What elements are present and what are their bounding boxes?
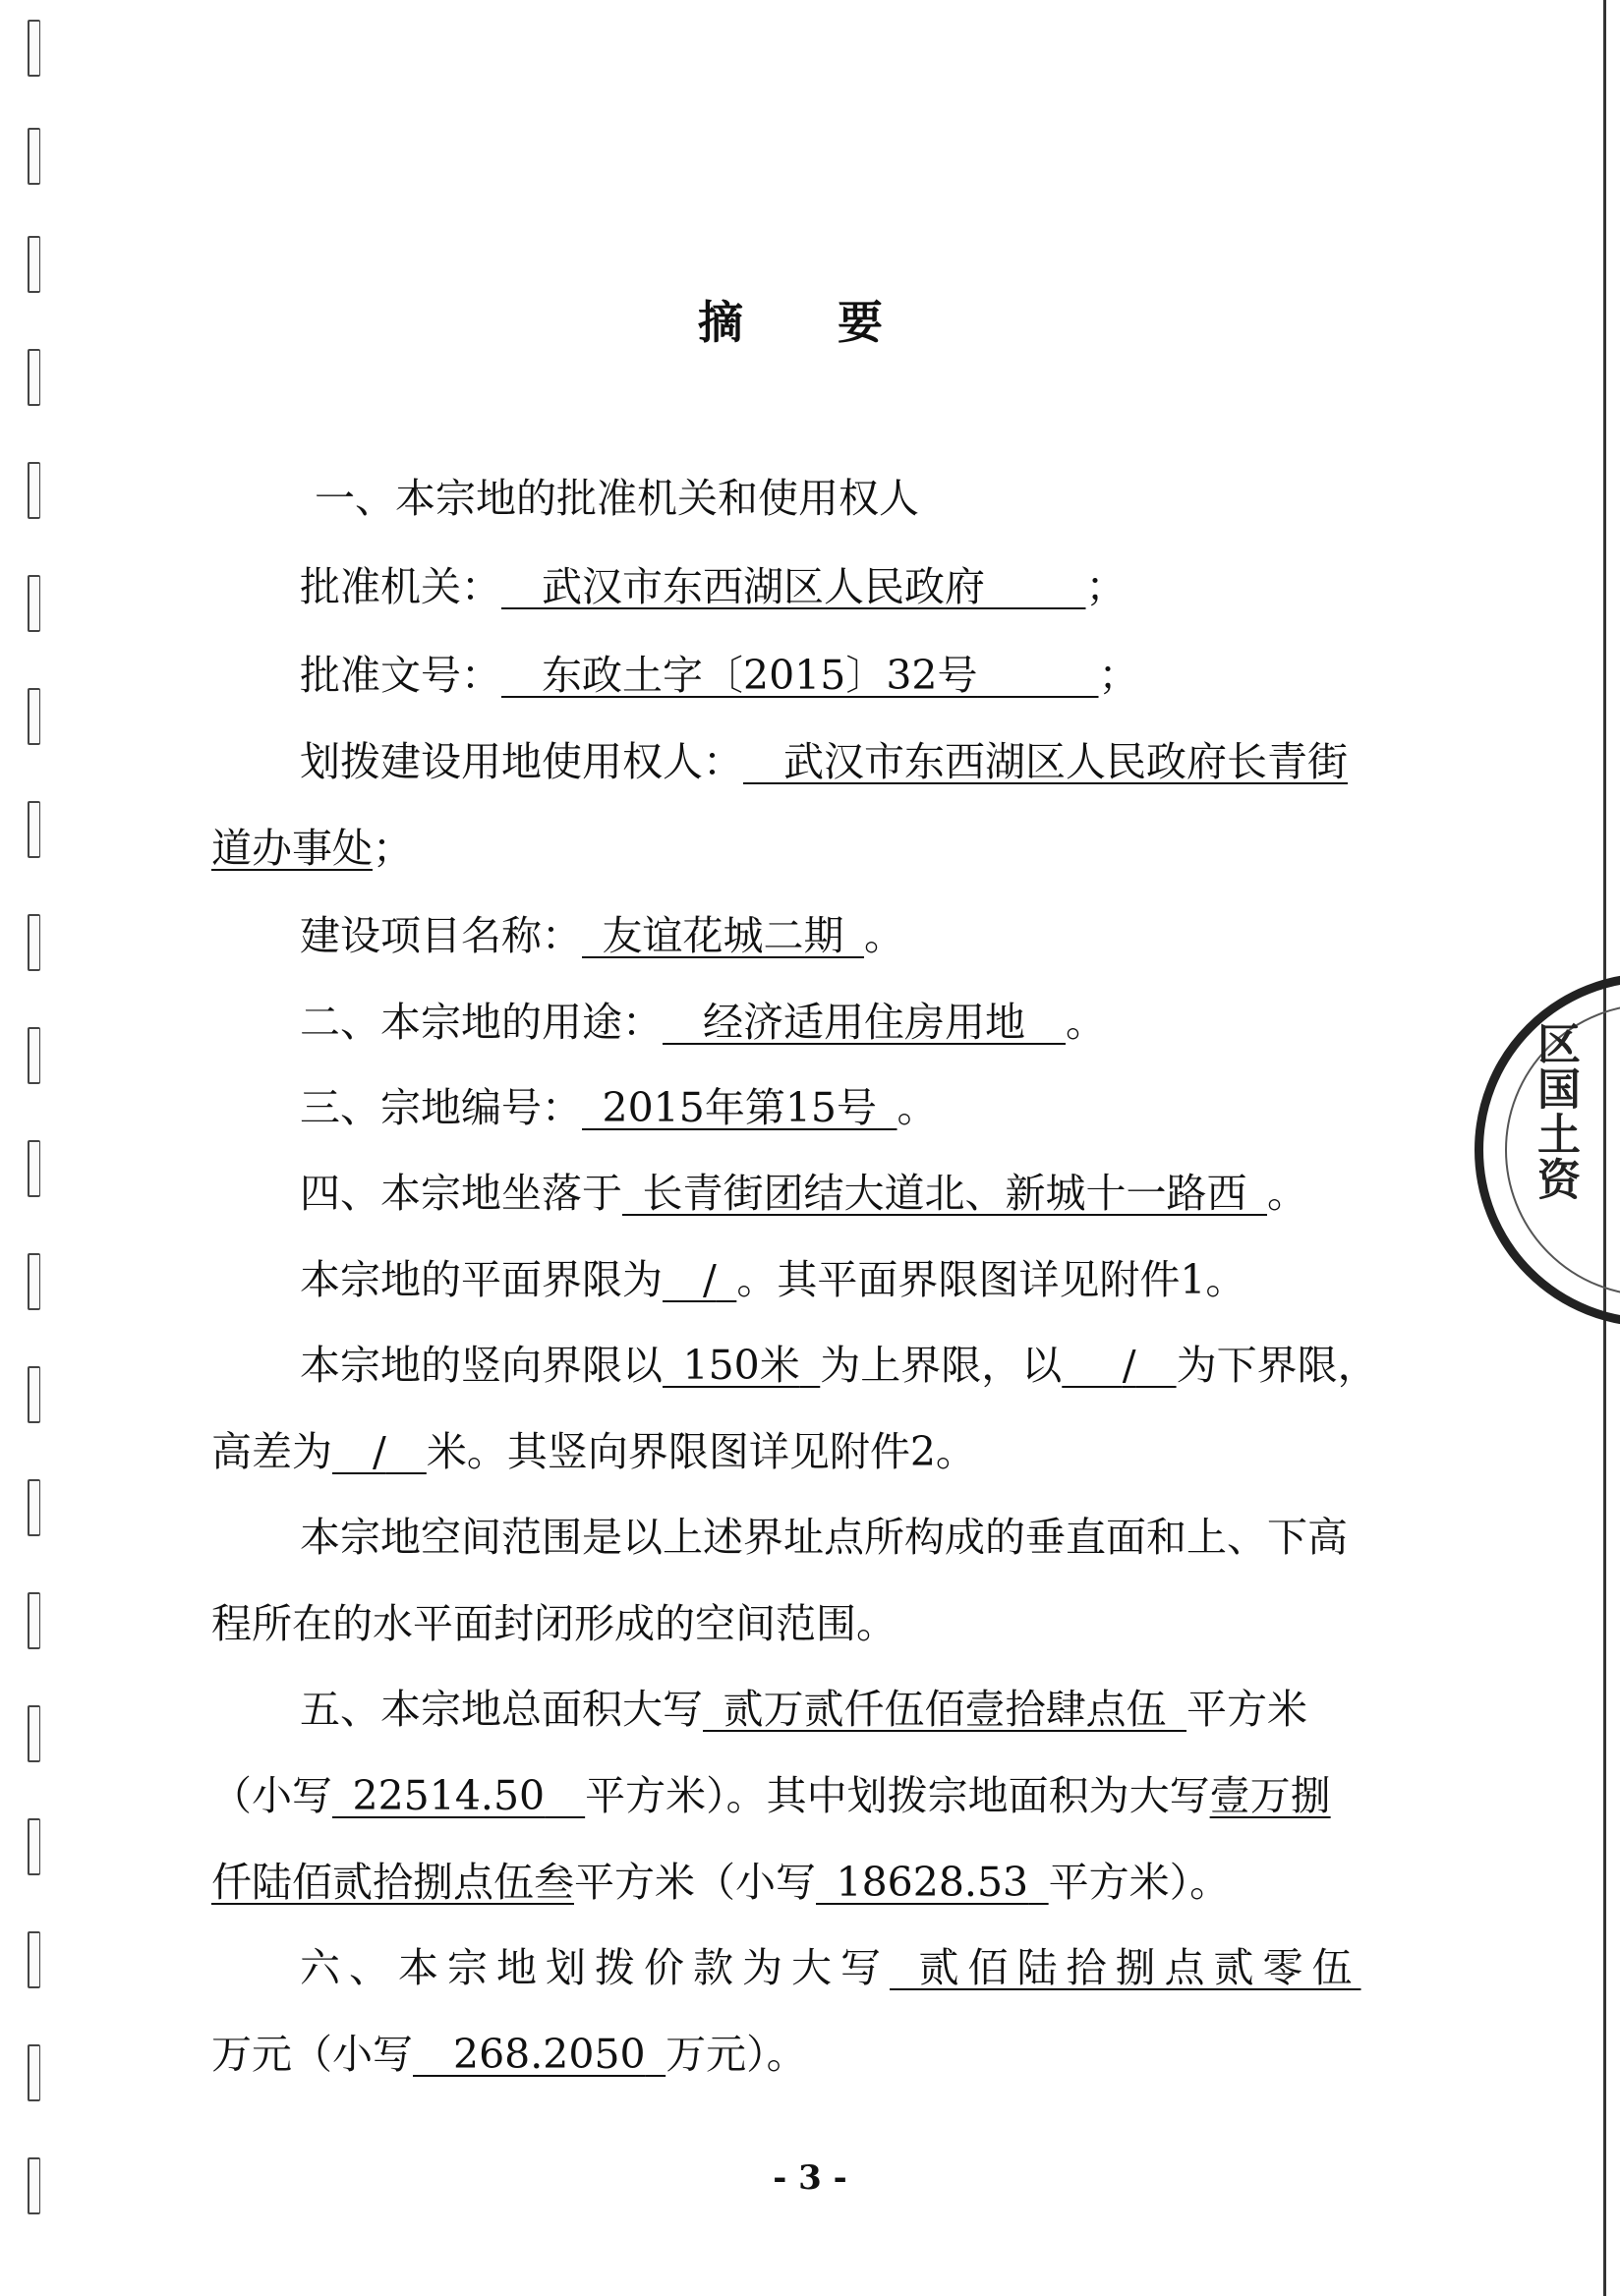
binding-hole (28, 349, 40, 406)
location-line: 四、本宗地坐落于 长青街团结大道北、新城十一路西 。 (300, 1170, 1307, 1217)
section-1-heading: 一、本宗地的批准机关和使用权人 (315, 475, 919, 522)
total-area-upper: 贰万贰仟伍佰壹拾肆点伍 (723, 1686, 1167, 1733)
allocated-area-upper-cont: 仟陆佰贰拾捌点伍叁 (211, 1859, 574, 1906)
price-line-cont: 万元（小写 268.2050 万元）。 (211, 2031, 807, 2078)
approval-document-label: 批准文号： (300, 652, 501, 699)
approval-authority-label: 批准机关： (300, 563, 501, 610)
binding-hole (28, 575, 40, 632)
parcel-number-label: 三、宗地编号： (300, 1084, 582, 1131)
official-seal (1475, 973, 1620, 1327)
binding-hole (28, 2044, 40, 2101)
project-name-line: 建设项目名称： 友谊花城二期 。 (300, 912, 904, 959)
binding-hole (28, 20, 40, 77)
land-user-line-cont: 道办事处； (211, 825, 413, 872)
parcel-number-line: 三、宗地编号： 2015年第15号 。 (300, 1084, 938, 1131)
project-name-value: 友谊花城二期 (602, 912, 844, 959)
binding-hole (28, 462, 40, 519)
allocated-area-upper: 壹万捌 (1209, 1772, 1331, 1819)
approval-document-line: 批准文号： 东政土字〔2015〕32号 ； (300, 652, 1139, 699)
land-use-value: 经济适用住房用地 (703, 999, 1025, 1046)
approval-document-value: 东政土字〔2015〕32号 (542, 652, 978, 699)
page-number: - 3 - (773, 2158, 847, 2198)
vertical-upper-value: 150米 (682, 1342, 800, 1389)
binding-hole (28, 1366, 40, 1423)
binding-hole (28, 1140, 40, 1197)
binding-hole (28, 1253, 40, 1310)
binding-hole (28, 801, 40, 858)
binding-hole (28, 128, 40, 185)
binding-hole (28, 1818, 40, 1875)
binding-hole (28, 688, 40, 745)
plane-boundary-line: 本宗地的平面界限为 / 。其平面界限图详见附件1。 (300, 1256, 1246, 1303)
land-user-value-cont: 道办事处 (211, 825, 373, 872)
binding-hole (28, 236, 40, 293)
spatial-extent-line-2: 程所在的水平面封闭形成的空间范围。 (211, 1600, 897, 1647)
land-use-line: 二、本宗地的用途： 经济适用住房用地 。 (300, 999, 1106, 1046)
approval-authority-line: 批准机关： 武汉市东西湖区人民政府 ； (300, 563, 1127, 610)
land-user-line (300, 735, 1348, 788)
binding-hole (28, 1931, 40, 1988)
vertical-boundary-line: 本宗地的竖向界限以 150米 为上界限，以 / 为下界限， (300, 1342, 1378, 1389)
allocated-area-lower: 18628.53 (836, 1859, 1029, 1906)
binding-hole (28, 1592, 40, 1649)
price-upper: 贰佰陆拾捌点贰零伍 (918, 1944, 1361, 1991)
allocated-area-line: 仟陆佰贰拾捌点伍叁平方米（小写 18628.53 平方米）。 (211, 1859, 1231, 1906)
project-name-label: 建设项目名称： (300, 912, 582, 959)
total-area-line: 五、本宗地总面积大写 贰万贰仟伍佰壹拾肆点伍 平方米 (300, 1686, 1307, 1733)
land-user-label: 划拨建设用地使用权人： (300, 738, 743, 785)
parcel-number-value: 2015年第15号 (602, 1084, 878, 1131)
seal-text: 区国土资 (1530, 1021, 1580, 1202)
land-use-label: 二、本宗地的用途： (300, 999, 663, 1046)
binding-hole (28, 914, 40, 971)
price-lower: 268.2050 (453, 2031, 646, 2078)
location-label: 四、本宗地坐落于 (300, 1170, 622, 1217)
location-value: 长青街团结大道北、新城十一路西 (642, 1170, 1247, 1217)
height-difference-line: 高差为 / 米。其竖向界限图详见附件2。 (211, 1428, 976, 1475)
page-title: 摘 要 (697, 296, 922, 349)
total-area-lower: 22514.50 (352, 1772, 546, 1819)
price-line: 六、本宗地划拨价款为大写 贰佰陆拾捌点贰零伍 (300, 1944, 1361, 1991)
binding-hole (28, 1479, 40, 1536)
land-user-value: 武汉市东西湖区人民政府长青街 (783, 738, 1348, 785)
binding-hole (28, 1705, 40, 1762)
height-difference-value: / (373, 1428, 386, 1475)
vertical-lower-value: / (1122, 1342, 1136, 1389)
approval-authority-value: 武汉市东西湖区人民政府 (542, 563, 985, 610)
total-area-line-cont: （小写 22514.50 平方米）。其中划拨宗地面积为大写壹万捌 (211, 1772, 1331, 1819)
plane-boundary-value: / (703, 1256, 717, 1303)
spatial-extent-line-1: 本宗地空间范围是以上述界址点所构成的垂直面和上、下高 (300, 1514, 1348, 1561)
binding-hole (28, 1027, 40, 1084)
